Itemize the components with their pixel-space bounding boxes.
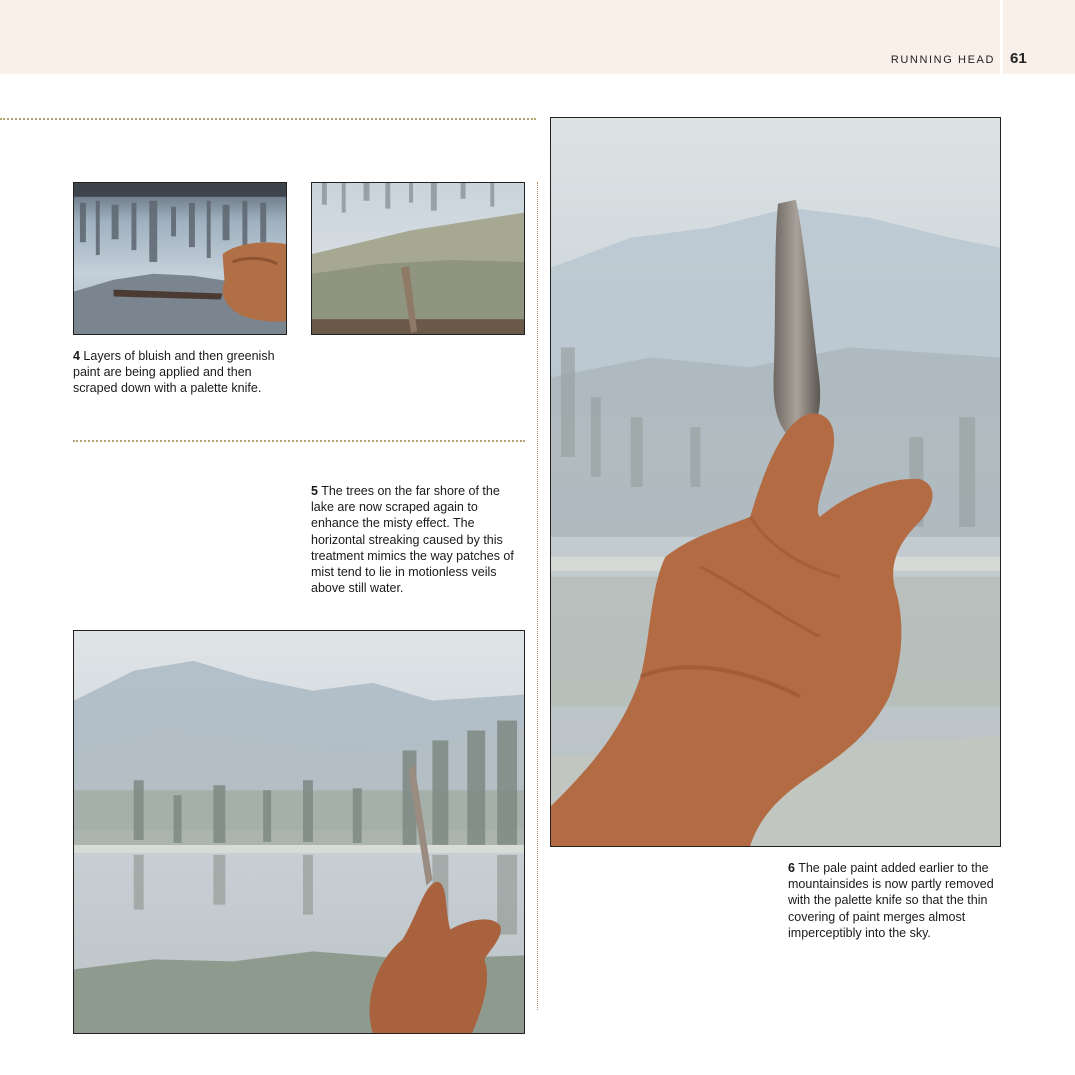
header-band (0, 0, 1000, 74)
caption-step-6-number: 6 (788, 861, 795, 875)
middle-dotted-rule (73, 440, 525, 442)
vertical-dotted-rule (537, 182, 538, 1010)
caption-step-5-text: The trees on the far shore of the lake are now scraped again to enhance the misty effect. The horizontal streaking caused by this treatment mimics the way patches of mist tend to lie in motionless veils above still water. (311, 484, 514, 596)
top-dotted-rule (0, 118, 536, 120)
step4-photo-knife-hand (73, 182, 287, 335)
running-head: RUNNING HEAD (890, 54, 995, 66)
step5-photo-misty-lake (73, 630, 525, 1034)
step4-photo-mountains (311, 182, 525, 335)
caption-step-6 (788, 860, 1003, 941)
caption-step-5-number: 5 (311, 484, 318, 498)
caption-step-6-text: The pale paint added earlier to the mountainsides is now partly removed with the palette knife so that the thin covering of paint merges almost imperceptibly into the sky. (788, 861, 994, 940)
caption-step-4-text: Layers of bluish and then greenish paint are being applied and then scraped down with a palette knife. (73, 349, 275, 396)
caption-step-5 (311, 483, 525, 596)
caption-step-4 (73, 348, 293, 397)
caption-step-4-number: 4 (73, 349, 80, 363)
page-number: 61 (1010, 50, 1027, 67)
step6-photo-hand-knife (550, 117, 1001, 847)
